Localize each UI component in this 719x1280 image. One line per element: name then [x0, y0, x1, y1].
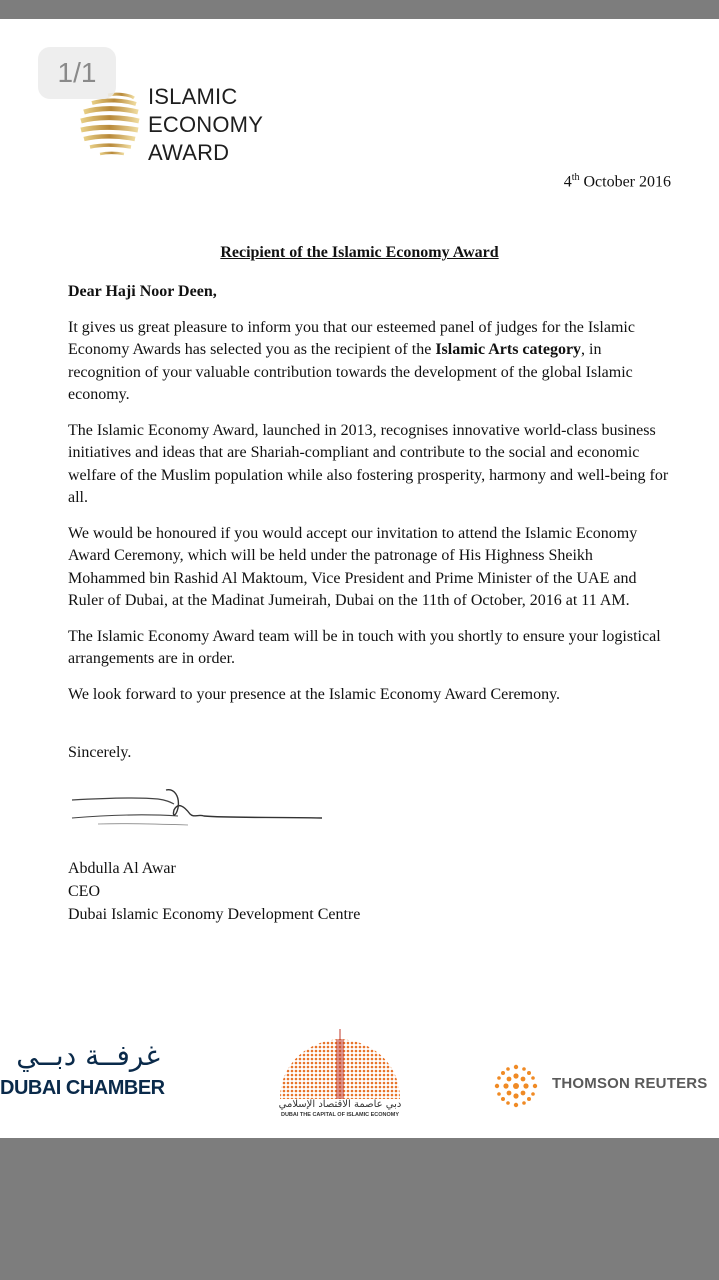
islamic-economy-award-logo-icon [78, 89, 140, 159]
closing: Sincerely. [68, 744, 132, 761]
logo-line: ECONOMY [148, 112, 264, 137]
islamic-economy-award-logo-text [148, 83, 263, 167]
paragraph-3: We would be honoured if you would accept our invitation to attend the Islamic Economy Award Ceremony, which will be held under the patronage of His Highness Sheikh Mohammed bin Rashid Al Maktoum, Vice President and Prime Minister of the UAE and Ruler of Dubai, at the Madinat Jumeirah, Dubai on the 11th of October, 2016 at 11 AM. [68, 524, 638, 609]
dubai-capital-islamic-economy-logo [270, 1029, 410, 1129]
viewer-bottom-area [0, 1138, 719, 1280]
capital-english: DUBAI THE CAPITAL OF ISLAMIC ECONOMY [280, 1112, 400, 1118]
paragraph-5: We look forward to your presence at the Islamic Economy Award Ceremony. [68, 685, 561, 703]
letter-subject: Recipient of the Islamic Economy Award [220, 244, 499, 261]
handwritten-signature [68, 784, 328, 834]
page-indicator: 1/1 [38, 47, 116, 99]
paragraph-2: The Islamic Economy Award, launched in 2013, recognises innovative world-class business initiatives and ideas that are Shariah-compliant and contribute to the social and economic welfare of the Muslim population while also fostering prosperity, harmony and well-being for all. [68, 421, 669, 506]
award-category: Islamic Arts category [435, 341, 582, 358]
signatory-name: Abdulla Al Awar [68, 860, 176, 877]
logo-line: AWARD [148, 140, 230, 165]
date-suffix: th [571, 172, 580, 183]
viewer-top-bar [0, 0, 719, 19]
thomson-reuters-logo [490, 1061, 715, 1111]
paragraph-4: The Islamic Economy Award team will be in touch with you shortly to ensure your logistical arrangements are in order. [68, 627, 661, 667]
signatory-title: CEO [68, 883, 100, 900]
signatory-organization: Dubai Islamic Economy Development Centre [68, 906, 361, 923]
signatory-block [68, 857, 360, 926]
p1-text: It gives us great pleasure to inform you that our esteemed panel of judges for the Islamic Economy Awards has selected you as the recipient of the [68, 318, 635, 358]
letter-body [68, 281, 674, 719]
document-page [0, 19, 719, 1138]
dubai-chamber-arabic: غرفــة دبــي [16, 1039, 160, 1072]
capital-arabic: دبي عاصمة الاقتصاد الإسلامي [278, 1099, 402, 1110]
date-rest: October 2016 [579, 173, 671, 191]
dubai-chamber-logo [0, 1039, 170, 1114]
dubai-chamber-english: DUBAI CHAMBER [0, 1077, 165, 1099]
thomson-reuters-text: THOMSON REUTERS [552, 1075, 708, 1092]
letter-date [564, 172, 671, 191]
p1-text-end: , in recognition of your valuable contribution towards the development of the global Islamic economy. [68, 341, 633, 403]
salutation: Dear Haji Noor Deen, [68, 283, 217, 300]
thomson-reuters-icon [490, 1061, 542, 1111]
dome-icon [270, 1029, 410, 1101]
date-day: 4 [563, 173, 572, 191]
paragraph-1 [68, 317, 674, 407]
logo-line: ISLAMIC [148, 84, 238, 109]
